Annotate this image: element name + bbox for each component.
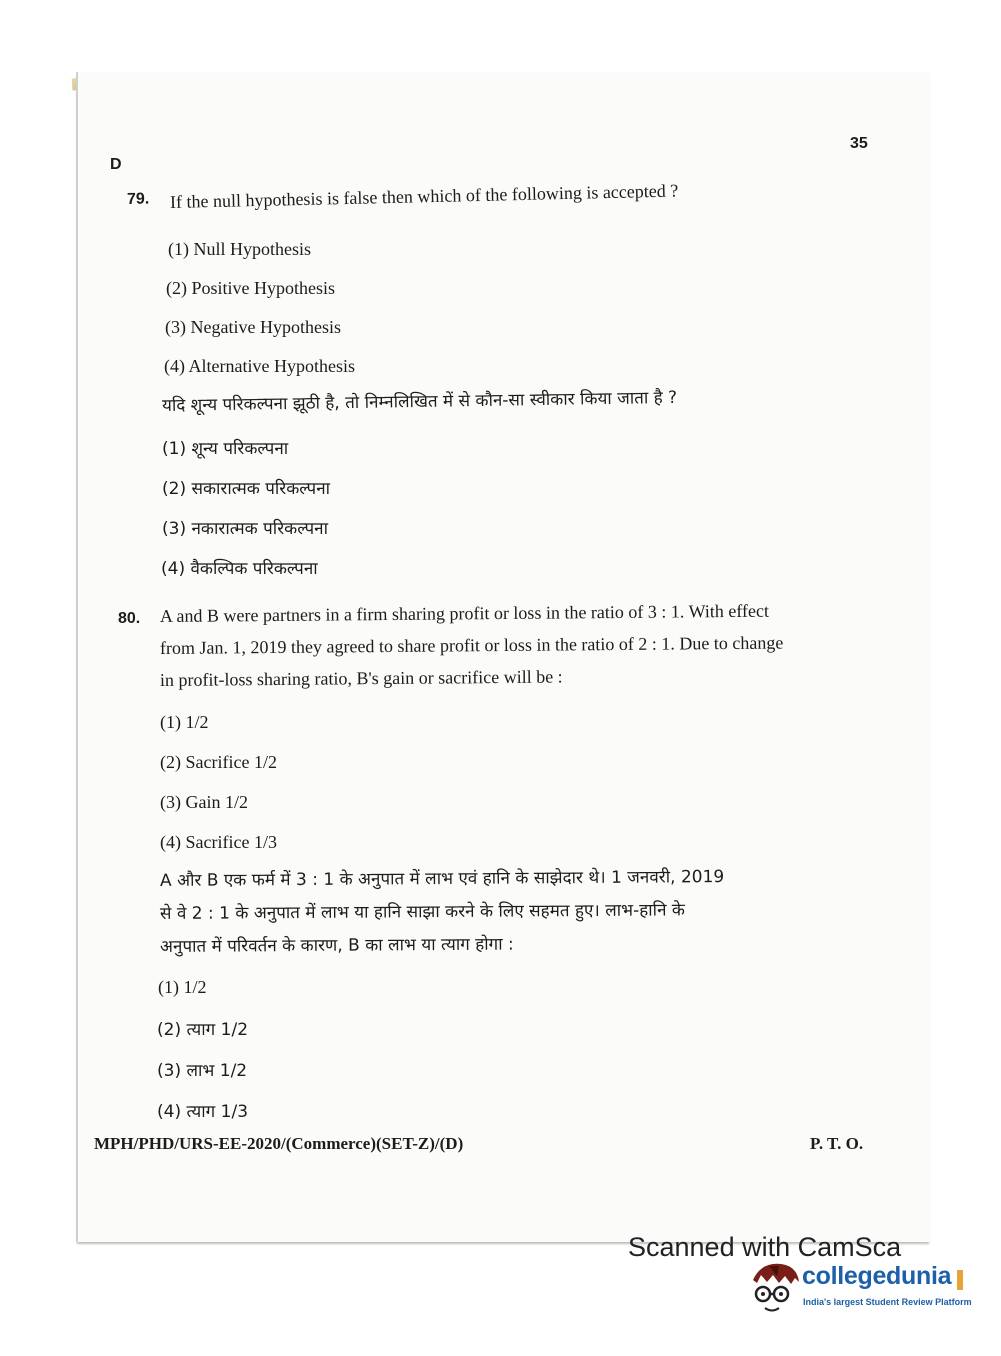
q80-option-hi-3: (3) लाभ 1/2 xyxy=(157,1061,248,1081)
q79-option-en-4: (4) Alternative Hypothesis xyxy=(164,356,355,376)
question-80-line-en-3: in profit-loss sharing ratio, B's gain or sacrifice will be : xyxy=(159,666,563,690)
q79-option-hi-2: (2) सकारात्मक परिकल्पना xyxy=(162,479,331,499)
collegedunia-tagline: India's largest Student Review Platform xyxy=(803,1297,972,1307)
q79-option-hi-1: (1) शून्य परिकल्पना xyxy=(162,439,289,459)
question-80-line-hi-3: अनुपात में परिवर्तन के कारण, B का लाभ या त्याग होगा : xyxy=(159,934,514,957)
q79-option-en-2: (2) Positive Hypothesis xyxy=(166,278,335,298)
page-number: 35 xyxy=(850,135,868,152)
q79-option-hi-4: (4) वैकल्पिक परिकल्पना xyxy=(161,559,318,579)
q80-option-en-3: (3) Gain 1/2 xyxy=(160,792,248,812)
question-80-line-en-2: from Jan. 1, 2019 they agreed to share profit or loss in the ratio of 2 : 1. Due to change xyxy=(159,632,784,658)
q79-option-en-1: (1) Null Hypothesis xyxy=(168,239,311,259)
collegedunia-brand: collegedunia xyxy=(802,1262,952,1290)
q80-option-en-4: (4) Sacrifice 1/3 xyxy=(160,832,277,852)
question-79-text-en: If the null hypothesis is false then which of the following is accepted ? xyxy=(169,180,679,212)
q80-option-hi-2: (2) त्याग 1/2 xyxy=(157,1020,249,1040)
paper-code: MPH/PHD/URS-EE-2020/(Commerce)(SET-Z)/(D) xyxy=(94,1134,464,1153)
question-79-number: 79. xyxy=(126,190,150,208)
q80-option-en-2: (2) Sacrifice 1/2 xyxy=(160,752,277,772)
q80-option-hi-4: (4) त्याग 1/3 xyxy=(157,1102,249,1122)
scanner-watermark: Scanned with CamSca xyxy=(628,1232,902,1262)
question-80-number: 80. xyxy=(118,610,141,627)
question-80-line-hi-1: A और B एक फर्म में 3 : 1 के अनुपात में लाभ एवं हानि के साझेदार थे। 1 जनवरी, 2019 xyxy=(159,867,725,891)
question-80-line-hi-2: से वे 2 : 1 के अनुपात में लाभ या हानि साझा करने के लिए सहमत हुए। लाभ-हानि के xyxy=(159,900,686,924)
question-79-text-hi: यदि शून्य परिकल्पना झूठी है, तो निम्नलिखित में से कौन-सा स्वीकार किया जाता है ? xyxy=(161,387,678,416)
q80-option-en-1: (1) 1/2 xyxy=(160,712,209,732)
question-80-line-en-1: A and B were partners in a firm sharing profit or loss in the ratio of 3 : 1. With effect xyxy=(159,600,770,626)
set-letter: D xyxy=(110,156,122,173)
q79-option-hi-3: (3) नकारात्मक परिकल्पना xyxy=(162,519,328,539)
q79-option-en-3: (3) Negative Hypothesis xyxy=(165,317,341,337)
q80-option-hi-1: (1) 1/2 xyxy=(158,977,207,997)
pto-label: P. T. O. xyxy=(810,1134,864,1153)
